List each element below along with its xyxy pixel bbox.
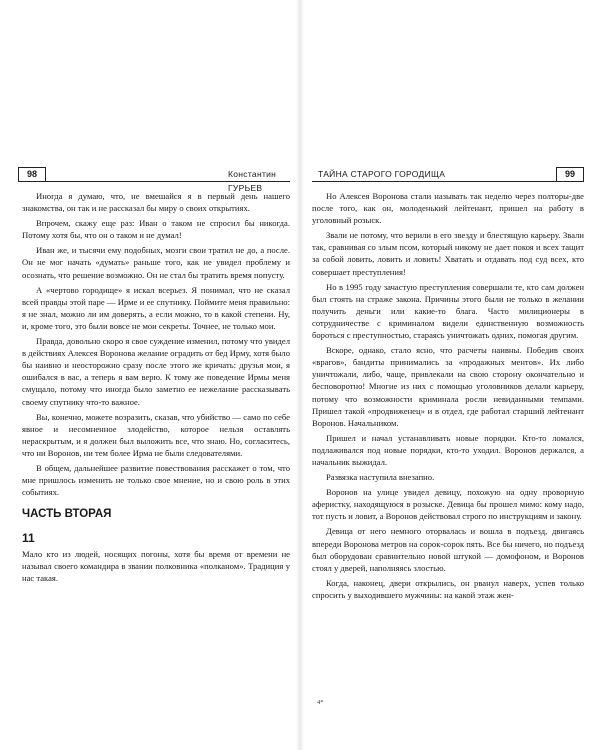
paragraph: Но Алексея Воронова стали называть так неделю через полторы-две после того, как он, молоденький лейтенант, пришел на работу в уголовный розыск. (312, 191, 584, 226)
right-running-title: ТАЙНА СТАРОГО ГОРОДИЩА (318, 169, 446, 179)
paragraph: Правда, довольно скоро я свое суждение изменил, потому что увидел в действиях Алексея Воронова желание оградить от бед Ирму, хотя было бы наивно и неосторожно сразу после этого же кричать: друзья мои, я ошибался в вас, а теперь я вам верю. К тому же поведение Ирмы меня смущало, потому что иногда было заметно ее нежелание рассказывать своему спутнику что-то важное. (22, 336, 290, 407)
paragraph: Иногда я думаю, что, не вмешайся я в первый день нашего знакомства, он так и не рассказал бы миру о своих открытиях. (22, 191, 290, 214)
book-gutter (296, 0, 304, 750)
paragraph: Иван же, и тысячи ему подобных, мозги свои тратил не до, а после. Он не мог начать «думать» раньше того, как не увидел проблему и осознать, что решение возможно. Он не стал бы тратить время попусту. (22, 245, 290, 280)
paragraph: Вскоре, однако, стало ясно, что расчеты наивны. Победив своих «врагов», бандиты принимались за «продажных ментов». Их либо уничтожали, либо, чаще, привлекали на свою сторону окончательно и бесповоротно! Многие из них с помощью уголовников делали карьеру, потому что возможности криминала росли невиданными темпами. Пришел такой «продвиженец» и в отдел, где работал старший лейтенант Воронов. Начальником. (312, 345, 584, 428)
paragraph: Когда, наконец, двери открылись, он рванул наверх, успев только спросить у выходившего мужчины: на какой этаж жен- (312, 577, 584, 600)
paragraph: Развязка наступила внезапно. (326, 472, 435, 483)
paragraph: Пришел и начал устанавливать новые порядки. Кто-то ломался, подлаживался под новые порядки, кто-то уходил. Воронов держался, а начальник выжидал. (312, 432, 584, 467)
paragraph: Звали не потому, что верили в его звезду и блестящую карьеру. Звали так, сравнивая со злым псом, который никому не дает покоя и всех тащит за собой ловить, ловить и ловить! Хватать и отдавать под суд всех, кто совершает преступления! (312, 230, 584, 277)
part-title: ЧАСТЬ ВТОРАЯ (22, 508, 112, 521)
right-running-head (312, 167, 584, 182)
chapter-number: 11 (22, 531, 35, 546)
paragraph: Но в 1995 году зачастую преступления совершали те, кто сам должен был стоять на страже закона. Причины этого были не только в желании получить деньги или какие-то блага. Часто милиционеры в сотрудничестве с криминалом видели единственную возможность бороться с преступностью, стараясь уничтожать одних, помогая другим. (312, 281, 584, 341)
signature-mark: 4* (317, 699, 324, 706)
right-page-text (312, 190, 584, 604)
paragraph: Вы, конечно, можете возразить, сказав, что убийство — само по себе явное и несомненное злодейство, которое нельзя оставлять нераскрытым, и я должен был выложить все, что знаю. Но, согласитесь, что ни Воронов, ни тем более Ирма не были следователями. (22, 411, 290, 458)
paragraph: А «чертово городище» я искал всерьез. Я понимал, что не сказал всей правды этой паре — Ирме и ее спутнику. Поймите меня правильно: я не знал, можно ли им доверять, а если можно, то в какой степени. Ну, и, кроме того, это были вовсе не мои секреты. Точнее, не только мои. (22, 284, 290, 331)
paragraph: В общем, дальнейшее развитие повествования расскажет о том, что мне пришлось изменить не только свое мнение, но и свою роль в этих событиях. (22, 462, 290, 498)
left-running-title: Константин ГУРЬЕВ (228, 169, 277, 193)
paragraph: Воронов на улице увидел девицу, похожую на одну проворную аферистку, находящуюся в розыске. Девица бы прошел мимо: кому надо, тот пусть и ловит, а Воронов действовал строго по инструкциям и закону. (312, 487, 584, 522)
paragraph: Впрочем, скажу еще раз: Иван о таком не спросил бы никогда. Потому хотя бы, что он о таком и не думал! (22, 218, 290, 241)
left-page-text (22, 190, 290, 588)
paragraph: Мало кто из людей, носящих погоны, хотя бы время от времени не называл своего командира в звании полковника «полканом». Традиция у нас такая. (22, 549, 290, 584)
right-page-number: 99 (556, 167, 584, 182)
left-running-head (18, 167, 290, 193)
left-page-number: 98 (18, 167, 46, 182)
paragraph: Девица от него немного оторвалась и вошла в подъезд, двигаясь впереди Воронова метров на сорок-сорок пять. Все бы ничего, но подъезд был оборудован сравнительно новой штукой — домофоном, и Воронов стоял у дверей, наполняясь злостью. (312, 526, 584, 573)
